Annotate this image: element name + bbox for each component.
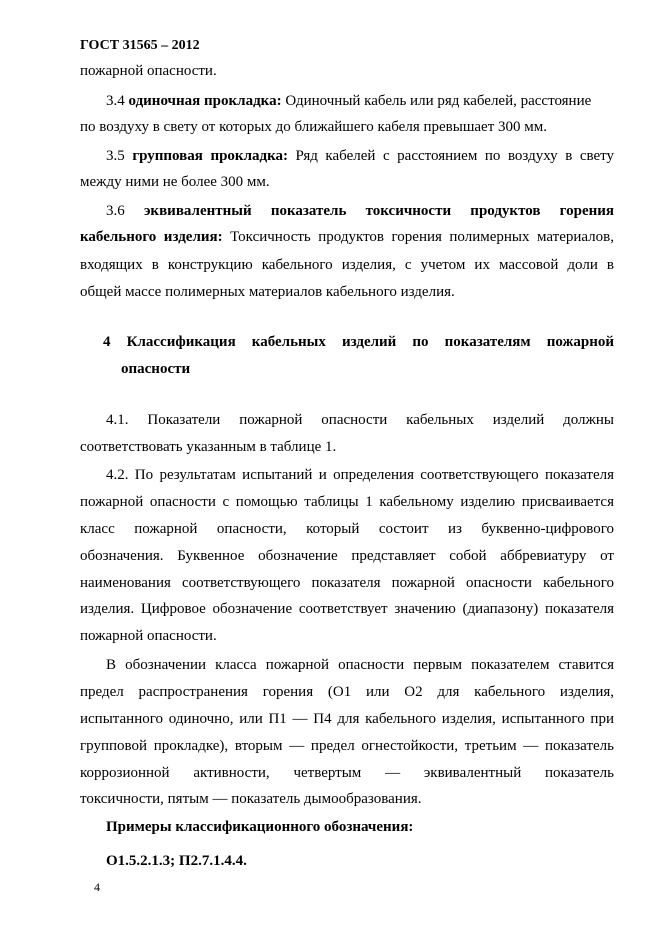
- clause-number: 3.4: [106, 93, 125, 109]
- clause-4-2: 4.2. По результатам испытаний и определения соответствующего показателя: [106, 467, 614, 483]
- clause-3-4: [106, 92, 591, 110]
- text-line: пожарной опасности с помощью таблицы 1 кабельному изделию присваивается: [80, 494, 614, 510]
- text-line: токсичности, пятым — показатель дымообразования.: [80, 791, 422, 807]
- paragraph-start: В обозначении класса пожарной опасности первым показателем ставится: [106, 657, 614, 673]
- clause-text: Токсичность продуктов горения полимерных материалов,: [222, 229, 614, 245]
- clause-term: эквивалентный показатель токсичности продуктов горения: [143, 203, 615, 219]
- text-line: соответствовать указанным в таблице 1.: [80, 439, 337, 455]
- clause-number: 3.6: [106, 203, 125, 219]
- text-line: пожарной опасности.: [80, 63, 217, 79]
- clause-term: групповая прокладка:: [132, 148, 288, 164]
- text-line: предел распространения горения (О1 или О2 для кабельного изделия,: [80, 684, 614, 700]
- page-number: 4: [94, 880, 100, 894]
- text-line: обозначения. Буквенное обозначение представляет собой аббревиатуру от: [80, 548, 614, 564]
- text-line: пожарной опасности.: [80, 628, 217, 644]
- clause-4-1: 4.1. Показатели пожарной опасности кабельных изделий должны: [106, 412, 614, 428]
- text-line: наименования соответствующего показателя пожарной опасности кабельного: [80, 575, 614, 591]
- text-line: по воздуху в свету от которых до ближайшего кабеля превышает 300 мм.: [80, 119, 547, 135]
- text-line: общей массе полимерных материалов кабельного изделия.: [80, 284, 455, 300]
- text-line: между ними не более 300 мм.: [80, 174, 270, 190]
- clause-term: кабельного изделия:: [80, 229, 223, 245]
- section-heading-cont: опасности: [121, 361, 191, 377]
- clause-term: одиночная прокладка:: [128, 93, 282, 109]
- clause-3-5: [106, 147, 614, 165]
- section-heading: 4 Классификация кабельных изделий по показателям пожарной: [103, 334, 614, 350]
- clause-text: Одиночный кабель или ряд кабелей, расстояние: [281, 93, 592, 109]
- clause-text: Ряд кабелей с расстоянием по воздуху в свету: [288, 148, 615, 164]
- text-line: изделия. Цифровое обозначение соответствует значению (диапазону) показателя: [80, 601, 614, 617]
- text-line: коррозионной активности, четвертым — эквивалентный показатель: [80, 765, 614, 781]
- text-line: входящих в конструкцию кабельного изделия, с учетом их массовой доли в: [80, 257, 614, 273]
- examples-value: О1.5.2.1.3; П2.7.1.4.4.: [106, 853, 247, 869]
- text-line: испытанного одиночно, или П1 — П4 для кабельного изделия, испытанного при: [80, 711, 614, 727]
- text-line: групповой прокладке), вторым — предел огнестойкости, третьим — показатель: [80, 738, 614, 754]
- text-line: класс пожарной опасности, который состоит из буквенно-цифрового: [80, 521, 614, 537]
- clause-3-6: [106, 202, 614, 220]
- doc-header-code: ГОСТ 31565 – 2012: [80, 38, 200, 53]
- examples-title: Примеры классификационного обозначения:: [106, 819, 414, 835]
- clause-number: 3.5: [106, 148, 125, 164]
- text-line: [80, 228, 614, 246]
